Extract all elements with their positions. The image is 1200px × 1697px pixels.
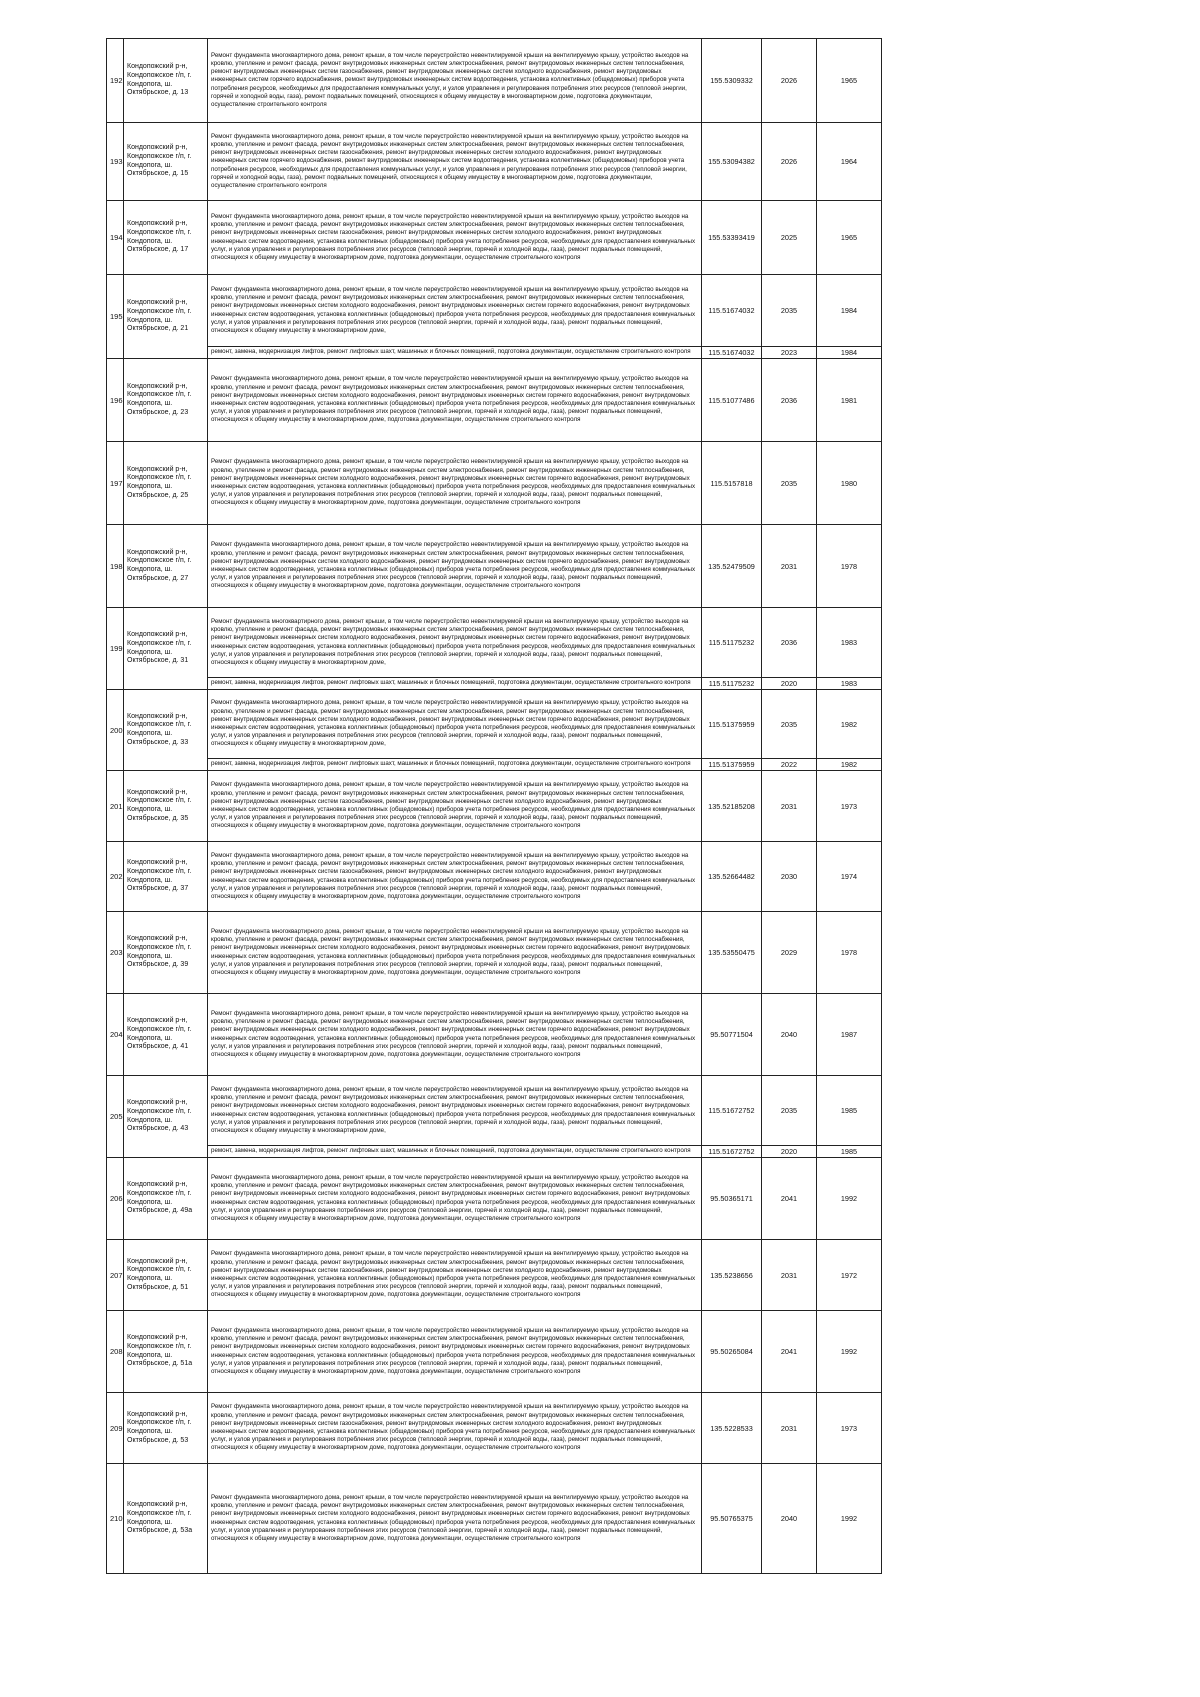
unit-cost: 135.5238656 xyxy=(702,1240,762,1311)
planned-year: 2026 xyxy=(762,39,817,123)
repair-works-description: Ремонт фундамента многоквартирного дома, ремонт крыши, в том числе переустройство невентилируемой крыши на вентилируемую крышу, устройство выходов на кровлю, утепление и ремонт фасада, ремонт внутридомовых инженерных систем электроснабжения, ремонт внутридомовых инженерных систем теплоснабжения, ремонт внутридомовых инженерных систем холодного водоснабжения, ремонт внутридомовых инженерных систем горячего водоснабжения, ремонт внутридомовых инженерных систем водоотведения, установка коллективных (общедомовых) приборов учета потребления ресурсов, необходимых для предоставления коммунальных услуг, и узлов управления и регулирования потребления этих ресурсов (тепловой энергии, горячей и холодной воды, газа), ремонт подвальных помещений, относящихся к общему имуществу в многоквартирном доме, подготовка документации, осуществление строительного контроля xyxy=(208,912,702,994)
unit-cost: 115.51672752 xyxy=(702,1146,762,1158)
row-number: 209 xyxy=(107,1393,124,1464)
house-address: Кондопожский р-н, Кондопожское г/п, г. Кондопога, ш. Октябрьское, д. 17 xyxy=(124,201,208,275)
repair-works-description: ремонт, замена, модернизация лифтов, ремонт лифтовых шахт, машинных и блочных помещений, подготовка документации, осуществление строительного контроля xyxy=(208,759,702,771)
repair-works-description: Ремонт фундамента многоквартирного дома, ремонт крыши, в том числе переустройство невентилируемой крыши на вентилируемую крышу, устройство выходов на кровлю, утепление и ремонт фасада, ремонт внутридомовых инженерных систем электроснабжения, ремонт внутридомовых инженерных систем теплоснабжения, ремонт внутридомовых инженерных систем газоснабжения, ремонт внутридомовых инженерных систем холодного водоснабжения, ремонт внутридомовых инженерных систем водоотведения, установка коллективных (общедомовых) приборов учета потребления ресурсов, необходимых для предоставления коммунальных услуг, и узлов управления и регулирования потребления этих ресурсов (тепловой энергии, горячей и холодной воды, газа), ремонт подвальных помещений, относящихся к общему имуществу в многоквартирном доме, подготовка документации, осуществление строительного контроля xyxy=(208,771,702,842)
unit-cost: 95.50771504 xyxy=(702,994,762,1076)
repair-works-description: Ремонт фундамента многоквартирного дома, ремонт крыши, в том числе переустройство невентилируемой крыши на вентилируемую крышу, устройство выходов на кровлю, утепление и ремонт фасада, ремонт внутридомовых инженерных систем электроснабжения, ремонт внутридомовых инженерных систем теплоснабжения, ремонт внутридомовых инженерных систем газоснабжения, ремонт внутридомовых инженерных систем холодного водоснабжения, ремонт внутридомовых инженерных систем водоотведения, установка коллективных (общедомовых) приборов учета потребления ресурсов, необходимых для предоставления коммунальных услуг, и узлов управления и регулирования потребления этих ресурсов (тепловой энергии, горячей и холодной воды, газа), ремонт подвальных помещений, относящихся к общему имуществу в многоквартирном доме, подготовка документации, осуществление строительного контроля xyxy=(208,1393,702,1464)
row-number: 192 xyxy=(107,39,124,123)
house-address: Кондопожский р-н, Кондопожское г/п, г. Кондопога, ш. Октябрьское, д. 51 xyxy=(124,1240,208,1311)
planned-year: 2022 xyxy=(762,759,817,771)
table-row xyxy=(107,442,882,525)
row-number: 199 xyxy=(107,608,124,690)
house-address: Кондопожский р-н, Кондопожское г/п, г. Кондопога, ш. Октябрьское, д. 35 xyxy=(124,771,208,842)
repair-works-description: Ремонт фундамента многоквартирного дома, ремонт крыши, в том числе переустройство невентилируемой крыши на вентилируемую крышу, устройство выходов на кровлю, утепление и ремонт фасада, ремонт внутридомовых инженерных систем электроснабжения, ремонт внутридомовых инженерных систем теплоснабжения, ремонт внутридомовых инженерных систем холодного водоснабжения, ремонт внутридомовых инженерных систем горячего водоснабжения, ремонт внутридомовых инженерных систем водоотведения, установка коллективных (общедомовых) приборов учета потребления ресурсов, необходимых для предоставления коммунальных услуг, и узлов управления и регулирования потребления этих ресурсов (тепловой энергии, горячей и холодной воды, газа), ремонт подвальных помещений, относящихся к общему имуществу в многоквартирном доме, xyxy=(208,1076,702,1146)
repair-works-description: Ремонт фундамента многоквартирного дома, ремонт крыши, в том числе переустройство невентилируемой крыши на вентилируемую крышу, устройство выходов на кровлю, утепление и ремонт фасада, ремонт внутридомовых инженерных систем электроснабжения, ремонт внутридомовых инженерных систем теплоснабжения, ремонт внутридомовых инженерных систем газоснабжения, ремонт внутридомовых инженерных систем холодного водоснабжения, ремонт внутридомовых инженерных систем горячего водоснабжения, ремонт внутридомовых инженерных систем водоотведения, установка коллективных (общедомовых) приборов учета потребления ресурсов, необходимых для предоставления коммунальных услуг, и узлов управления и регулирования потребления этих ресурсов (тепловой энергии, горячей и холодной воды, газа), ремонт подвальных помещений, относящихся к общему имуществу в многоквартирном доме, подготовка документации, осуществление строительного контроля xyxy=(208,123,702,201)
unit-cost: 95.50365171 xyxy=(702,1158,762,1240)
unit-cost: 135.52479509 xyxy=(702,525,762,608)
repair-works-description: Ремонт фундамента многоквартирного дома, ремонт крыши, в том числе переустройство невентилируемой крыши на вентилируемую крышу, устройство выходов на кровлю, утепление и ремонт фасада, ремонт внутридомовых инженерных систем электроснабжения, ремонт внутридомовых инженерных систем теплоснабжения, ремонт внутридомовых инженерных систем газоснабжения, ремонт внутридомовых инженерных систем холодного водоснабжения, ремонт внутридомовых инженерных систем водоотведения, установка коллективных (общедомовых) приборов учета потребления ресурсов, необходимых для предоставления коммунальных услуг, и узлов управления и регулирования потребления этих ресурсов (тепловой энергии, горячей и холодной воды, газа), ремонт подвальных помещений, относящихся к общему имуществу в многоквартирном доме, подготовка документации, осуществление строительного контроля xyxy=(208,842,702,912)
house-address: Кондопожский р-н, Кондопожское г/п, г. Кондопога, ш. Октябрьское, д. 31 xyxy=(124,608,208,690)
house-address: Кондопожский р-н, Кондопожское г/п, г. Кондопога, ш. Октябрьское, д. 41 xyxy=(124,994,208,1076)
construction-year: 1982 xyxy=(817,690,882,759)
construction-year: 1985 xyxy=(817,1146,882,1158)
unit-cost: 135.53550475 xyxy=(702,912,762,994)
repair-works-description: Ремонт фундамента многоквартирного дома, ремонт крыши, в том числе переустройство невентилируемой крыши на вентилируемую крышу, устройство выходов на кровлю, утепление и ремонт фасада, ремонт внутридомовых инженерных систем электроснабжения, ремонт внутридомовых инженерных систем теплоснабжения, ремонт внутридомовых инженерных систем холодного водоснабжения, ремонт внутридомовых инженерных систем горячего водоснабжения, ремонт внутридомовых инженерных систем водоотведения, установка коллективных (общедомовых) приборов учета потребления ресурсов, необходимых для предоставления коммунальных услуг, и узлов управления и регулирования потребления этих ресурсов (тепловой энергии, горячей и холодной воды, газа), ремонт подвальных помещений, относящихся к общему имуществу в многоквартирном доме, подготовка документации, осуществление строительного контроля xyxy=(208,1158,702,1240)
construction-year: 1985 xyxy=(817,1076,882,1146)
row-number: 197 xyxy=(107,442,124,525)
planned-year: 2041 xyxy=(762,1311,817,1393)
table-row xyxy=(107,1240,882,1311)
unit-cost: 115.51175232 xyxy=(702,608,762,678)
row-number: 206 xyxy=(107,1158,124,1240)
table-row xyxy=(107,1464,882,1574)
row-number: 200 xyxy=(107,690,124,771)
repair-works-description: Ремонт фундамента многоквартирного дома, ремонт крыши, в том числе переустройство невентилируемой крыши на вентилируемую крышу, устройство выходов на кровлю, утепление и ремонт фасада, ремонт внутридомовых инженерных систем электроснабжения, ремонт внутридомовых инженерных систем теплоснабжения, ремонт внутридомовых инженерных систем газоснабжения, ремонт внутридомовых инженерных систем холодного водоснабжения, ремонт внутридомовых инженерных систем водоотведения, установка коллективных (общедомовых) приборов учета потребления ресурсов, необходимых для предоставления коммунальных услуг, и узлов управления и регулирования потребления этих ресурсов (тепловой энергии, горячей и холодной воды, газа), ремонт подвальных помещений, относящихся к общему имуществу в многоквартирном доме, подготовка документации, осуществление строительного контроля xyxy=(208,1240,702,1311)
table-row xyxy=(107,842,882,912)
unit-cost: 115.5157818 xyxy=(702,442,762,525)
house-address: Кондопожский р-н, Кондопожское г/п, г. Кондопога, ш. Октябрьское, д. 49а xyxy=(124,1158,208,1240)
construction-year: 1965 xyxy=(817,201,882,275)
planned-year: 2040 xyxy=(762,994,817,1076)
repair-works-description: Ремонт фундамента многоквартирного дома, ремонт крыши, в том числе переустройство невентилируемой крыши на вентилируемую крышу, устройство выходов на кровлю, утепление и ремонт фасада, ремонт внутридомовых инженерных систем электроснабжения, ремонт внутридомовых инженерных систем теплоснабжения, ремонт внутридомовых инженерных систем холодного водоснабжения, ремонт внутридомовых инженерных систем горячего водоснабжения, ремонт внутридомовых инженерных систем водоотведения, установка коллективных (общедомовых) приборов учета потребления ресурсов, необходимых для предоставления коммунальных услуг, и узлов управления и регулирования потребления этих ресурсов (тепловой энергии, горячей и холодной воды, газа), ремонт подвальных помещений, относящихся к общему имуществу в многоквартирном доме, подготовка документации, осуществление строительного контроля xyxy=(208,359,702,442)
unit-cost: 115.51672752 xyxy=(702,1076,762,1146)
repair-works-description: Ремонт фундамента многоквартирного дома, ремонт крыши, в том числе переустройство невентилируемой крыши на вентилируемую крышу, устройство выходов на кровлю, утепление и ремонт фасада, ремонт внутридомовых инженерных систем электроснабжения, ремонт внутридомовых инженерных систем теплоснабжения, ремонт внутридомовых инженерных систем холодного водоснабжения, ремонт внутридомовых инженерных систем горячего водоснабжения, ремонт внутридомовых инженерных систем водоотведения, установка коллективных (общедомовых) приборов учета потребления ресурсов, необходимых для предоставления коммунальных услуг, и узлов управления и регулирования потребления этих ресурсов (тепловой энергии, горячей и холодной воды, газа), ремонт подвальных помещений, относящихся к общему имуществу в многоквартирном доме, подготовка документации, осуществление строительного контроля xyxy=(208,1464,702,1574)
construction-year: 1982 xyxy=(817,759,882,771)
house-address: Кондопожский р-н, Кондопожское г/п, г. Кондопога, ш. Октябрьское, д. 27 xyxy=(124,525,208,608)
unit-cost: 155.5309332 xyxy=(702,39,762,123)
unit-cost: 135.5228533 xyxy=(702,1393,762,1464)
planned-year: 2031 xyxy=(762,525,817,608)
table-row xyxy=(107,123,882,201)
construction-year: 1984 xyxy=(817,347,882,359)
table-row xyxy=(107,912,882,994)
repair-schedule-table xyxy=(106,38,882,1574)
planned-year: 2025 xyxy=(762,201,817,275)
row-number: 201 xyxy=(107,771,124,842)
row-number: 196 xyxy=(107,359,124,442)
unit-cost: 155.53393419 xyxy=(702,201,762,275)
table-row xyxy=(107,994,882,1076)
construction-year: 1978 xyxy=(817,912,882,994)
construction-year: 1974 xyxy=(817,842,882,912)
row-number: 207 xyxy=(107,1240,124,1311)
row-number: 203 xyxy=(107,912,124,994)
repair-works-description: ремонт, замена, модернизация лифтов, ремонт лифтовых шахт, машинных и блочных помещений, подготовка документации, осуществление строительного контроля xyxy=(208,347,702,359)
row-number: 208 xyxy=(107,1311,124,1393)
table-row xyxy=(107,1076,882,1146)
unit-cost: 115.51375959 xyxy=(702,759,762,771)
table-row xyxy=(107,275,882,347)
repair-works-description: Ремонт фундамента многоквартирного дома, ремонт крыши, в том числе переустройство невентилируемой крыши на вентилируемую крышу, устройство выходов на кровлю, утепление и ремонт фасада, ремонт внутридомовых инженерных систем электроснабжения, ремонт внутридомовых инженерных систем теплоснабжения, ремонт внутридомовых инженерных систем холодного водоснабжения, ремонт внутридомовых инженерных систем горячего водоснабжения, ремонт внутридомовых инженерных систем водоотведения, установка коллективных (общедомовых) приборов учета потребления ресурсов, необходимых для предоставления коммунальных услуг, и узлов управления и регулирования потребления этих ресурсов (тепловой энергии, горячей и холодной воды, газа), ремонт подвальных помещений, относящихся к общему имуществу в многоквартирном доме, подготовка документации, осуществление строительного контроля xyxy=(208,525,702,608)
repair-works-description: Ремонт фундамента многоквартирного дома, ремонт крыши, в том числе переустройство невентилируемой крыши на вентилируемую крышу, устройство выходов на кровлю, утепление и ремонт фасада, ремонт внутридомовых инженерных систем электроснабжения, ремонт внутридомовых инженерных систем теплоснабжения, ремонт внутридомовых инженерных систем холодного водоснабжения, ремонт внутридомовых инженерных систем горячего водоснабжения, ремонт внутридомовых инженерных систем водоотведения, установка коллективных (общедомовых) приборов учета потребления ресурсов, необходимых для предоставления коммунальных услуг, и узлов управления и регулирования потребления этих ресурсов (тепловой энергии, горячей и холодной воды, газа), ремонт подвальных помещений, относящихся к общему имуществу в многоквартирном доме, подготовка документации, осуществление строительного контроля xyxy=(208,442,702,525)
row-number: 195 xyxy=(107,275,124,359)
repair-works-description: Ремонт фундамента многоквартирного дома, ремонт крыши, в том числе переустройство невентилируемой крыши на вентилируемую крышу, устройство выходов на кровлю, утепление и ремонт фасада, ремонт внутридомовых инженерных систем электроснабжения, ремонт внутридомовых инженерных систем теплоснабжения, ремонт внутридомовых инженерных систем газоснабжения, ремонт внутридомовых инженерных систем холодного водоснабжения, ремонт внутридомовых инженерных систем горячего водоснабжения, ремонт внутридомовых инженерных систем водоотведения, установка коллективных (общедомовых) приборов учета потребления ресурсов, необходимых для предоставления коммунальных услуг, и узлов управления и регулирования потребления этих ресурсов (тепловой энергии, горячей и холодной воды, газа), ремонт подвальных помещений, относящихся к общему имуществу в многоквартирном доме, подготовка документации, осуществление строительного контроля xyxy=(208,39,702,123)
planned-year: 2035 xyxy=(762,1076,817,1146)
construction-year: 1992 xyxy=(817,1158,882,1240)
unit-cost: 115.51674032 xyxy=(702,275,762,347)
construction-year: 1983 xyxy=(817,678,882,690)
planned-year: 2036 xyxy=(762,608,817,678)
unit-cost: 135.52664482 xyxy=(702,842,762,912)
repair-works-description: Ремонт фундамента многоквартирного дома, ремонт крыши, в том числе переустройство невентилируемой крыши на вентилируемую крышу, устройство выходов на кровлю, утепление и ремонт фасада, ремонт внутридомовых инженерных систем электроснабжения, ремонт внутридомовых инженерных систем теплоснабжения, ремонт внутридомовых инженерных систем холодного водоснабжения, ремонт внутридомовых инженерных систем горячего водоснабжения, ремонт внутридомовых инженерных систем водоотведения, установка коллективных (общедомовых) приборов учета потребления ресурсов, необходимых для предоставления коммунальных услуг, и узлов управления и регулирования потребления этих ресурсов (тепловой энергии, горячей и холодной воды, газа), ремонт подвальных помещений, относящихся к общему имуществу в многоквартирном доме, подготовка документации, осуществление строительного контроля xyxy=(208,994,702,1076)
construction-year: 1992 xyxy=(817,1464,882,1574)
repair-works-description: Ремонт фундамента многоквартирного дома, ремонт крыши, в том числе переустройство невентилируемой крыши на вентилируемую крышу, устройство выходов на кровлю, утепление и ремонт фасада, ремонт внутридомовых инженерных систем электроснабжения, ремонт внутридомовых инженерных систем теплоснабжения, ремонт внутридомовых инженерных систем газоснабжения, ремонт внутридомовых инженерных систем холодного водоснабжения, ремонт внутридомовых инженерных систем водоотведения, установка коллективных (общедомовых) приборов учета потребления ресурсов, необходимых для предоставления коммунальных услуг, и узлов управления и регулирования потребления этих ресурсов (тепловой энергии, горячей и холодной воды, газа), ремонт подвальных помещений, относящихся к общему имуществу в многоквартирном доме, подготовка документации, осуществление строительного контроля xyxy=(208,201,702,275)
unit-cost: 115.51077486 xyxy=(702,359,762,442)
row-number: 210 xyxy=(107,1464,124,1574)
repair-works-description: ремонт, замена, модернизация лифтов, ремонт лифтовых шахт, машинных и блочных помещений, подготовка документации, осуществление строительного контроля xyxy=(208,678,702,690)
row-number: 194 xyxy=(107,201,124,275)
repair-works-description: Ремонт фундамента многоквартирного дома, ремонт крыши, в том числе переустройство невентилируемой крыши на вентилируемую крышу, устройство выходов на кровлю, утепление и ремонт фасада, ремонт внутридомовых инженерных систем электроснабжения, ремонт внутридомовых инженерных систем теплоснабжения, ремонт внутридомовых инженерных систем холодного водоснабжения, ремонт внутридомовых инженерных систем горячего водоснабжения, ремонт внутридомовых инженерных систем водоотведения, установка коллективных (общедомовых) приборов учета потребления ресурсов, необходимых для предоставления коммунальных услуг, и узлов управления и регулирования потребления этих ресурсов (тепловой энергии, горячей и холодной воды, газа), ремонт подвальных помещений, относящихся к общему имуществу в многоквартирном доме, подготовка документации, осуществление строительного контроля xyxy=(208,1311,702,1393)
house-address: Кондопожский р-н, Кондопожское г/п, г. Кондопога, ш. Октябрьское, д. 33 xyxy=(124,690,208,771)
construction-year: 1992 xyxy=(817,1311,882,1393)
house-address: Кондопожский р-н, Кондопожское г/п, г. Кондопога, ш. Октябрьское, д. 53а xyxy=(124,1464,208,1574)
unit-cost: 155.53094382 xyxy=(702,123,762,201)
row-number: 193 xyxy=(107,123,124,201)
planned-year: 2035 xyxy=(762,442,817,525)
planned-year: 2041 xyxy=(762,1158,817,1240)
table-body xyxy=(107,39,882,1574)
house-address: Кондопожский р-н, Кондопожское г/п, г. Кондопога, ш. Октябрьское, д. 21 xyxy=(124,275,208,359)
construction-year: 1973 xyxy=(817,771,882,842)
planned-year: 2031 xyxy=(762,1240,817,1311)
table-row xyxy=(107,771,882,842)
planned-year: 2026 xyxy=(762,123,817,201)
unit-cost: 115.51375959 xyxy=(702,690,762,759)
repair-works-description: Ремонт фундамента многоквартирного дома, ремонт крыши, в том числе переустройство невентилируемой крыши на вентилируемую крышу, устройство выходов на кровлю, утепление и ремонт фасада, ремонт внутридомовых инженерных систем электроснабжения, ремонт внутридомовых инженерных систем теплоснабжения, ремонт внутридомовых инженерных систем холодного водоснабжения, ремонт внутридомовых инженерных систем горячего водоснабжения, ремонт внутридомовых инженерных систем водоотведения, установка коллективных (общедомовых) приборов учета потребления ресурсов, необходимых для предоставления коммунальных услуг, и узлов управления и регулирования потребления этих ресурсов (тепловой энергии, горячей и холодной воды, газа), ремонт подвальных помещений, относящихся к общему имуществу в многоквартирном доме, xyxy=(208,608,702,678)
repair-works-description: Ремонт фундамента многоквартирного дома, ремонт крыши, в том числе переустройство невентилируемой крыши на вентилируемую крышу, устройство выходов на кровлю, утепление и ремонт фасада, ремонт внутридомовых инженерных систем электроснабжения, ремонт внутридомовых инженерных систем теплоснабжения, ремонт внутридомовых инженерных систем холодного водоснабжения, ремонт внутридомовых инженерных систем горячего водоснабжения, ремонт внутридомовых инженерных систем водоотведения, установка коллективных (общедомовых) приборов учета потребления ресурсов, необходимых для предоставления коммунальных услуг, и узлов управления и регулирования потребления этих ресурсов (тепловой энергии, горячей и холодной воды, газа), ремонт подвальных помещений, относящихся к общему имуществу в многоквартирном доме, xyxy=(208,275,702,347)
row-number: 204 xyxy=(107,994,124,1076)
planned-year: 2030 xyxy=(762,842,817,912)
row-number: 198 xyxy=(107,525,124,608)
planned-year: 2029 xyxy=(762,912,817,994)
table-row xyxy=(107,608,882,678)
construction-year: 1972 xyxy=(817,1240,882,1311)
construction-year: 1983 xyxy=(817,608,882,678)
house-address: Кондопожский р-н, Кондопожское г/п, г. Кондопога, ш. Октябрьское, д. 39 xyxy=(124,912,208,994)
planned-year: 2040 xyxy=(762,1464,817,1574)
unit-cost: 95.50765375 xyxy=(702,1464,762,1574)
construction-year: 1965 xyxy=(817,39,882,123)
house-address: Кондопожский р-н, Кондопожское г/п, г. Кондопога, ш. Октябрьское, д. 23 xyxy=(124,359,208,442)
table-row xyxy=(107,525,882,608)
table-row xyxy=(107,359,882,442)
table-row xyxy=(107,1146,882,1158)
construction-year: 1964 xyxy=(817,123,882,201)
planned-year: 2031 xyxy=(762,1393,817,1464)
row-number: 205 xyxy=(107,1076,124,1158)
house-address: Кондопожский р-н, Кондопожское г/п, г. Кондопога, ш. Октябрьское, д. 51а xyxy=(124,1311,208,1393)
construction-year: 1981 xyxy=(817,359,882,442)
house-address: Кондопожский р-н, Кондопожское г/п, г. Кондопога, ш. Октябрьское, д. 43 xyxy=(124,1076,208,1158)
table-row xyxy=(107,347,882,359)
construction-year: 1987 xyxy=(817,994,882,1076)
planned-year: 2020 xyxy=(762,678,817,690)
construction-year: 1973 xyxy=(817,1393,882,1464)
planned-year: 2035 xyxy=(762,690,817,759)
table-row xyxy=(107,1393,882,1464)
planned-year: 2036 xyxy=(762,359,817,442)
table-row xyxy=(107,39,882,123)
house-address: Кондопожский р-н, Кондопожское г/п, г. Кондопога, ш. Октябрьское, д. 53 xyxy=(124,1393,208,1464)
house-address: Кондопожский р-н, Кондопожское г/п, г. Кондопога, ш. Октябрьское, д. 13 xyxy=(124,39,208,123)
construction-year: 1980 xyxy=(817,442,882,525)
table-row xyxy=(107,201,882,275)
planned-year: 2020 xyxy=(762,1146,817,1158)
row-number: 202 xyxy=(107,842,124,912)
table-row xyxy=(107,690,882,759)
unit-cost: 115.51674032 xyxy=(702,347,762,359)
table-row xyxy=(107,1311,882,1393)
unit-cost: 135.52185208 xyxy=(702,771,762,842)
table-row xyxy=(107,759,882,771)
house-address: Кондопожский р-н, Кондопожское г/п, г. Кондопога, ш. Октябрьское, д. 25 xyxy=(124,442,208,525)
construction-year: 1984 xyxy=(817,275,882,347)
repair-works-description: Ремонт фундамента многоквартирного дома, ремонт крыши, в том числе переустройство невентилируемой крыши на вентилируемую крышу, устройство выходов на кровлю, утепление и ремонт фасада, ремонт внутридомовых инженерных систем электроснабжения, ремонт внутридомовых инженерных систем теплоснабжения, ремонт внутридомовых инженерных систем холодного водоснабжения, ремонт внутридомовых инженерных систем горячего водоснабжения, ремонт внутридомовых инженерных систем водоотведения, установка коллективных (общедомовых) приборов учета потребления ресурсов, необходимых для предоставления коммунальных услуг, и узлов управления и регулирования потребления этих ресурсов (тепловой энергии, горячей и холодной воды, газа), ремонт подвальных помещений, относящихся к общему имуществу в многоквартирном доме, xyxy=(208,690,702,759)
table-row xyxy=(107,678,882,690)
unit-cost: 95.50265084 xyxy=(702,1311,762,1393)
table-row xyxy=(107,1158,882,1240)
planned-year: 2035 xyxy=(762,275,817,347)
planned-year: 2023 xyxy=(762,347,817,359)
unit-cost: 115.51175232 xyxy=(702,678,762,690)
construction-year: 1978 xyxy=(817,525,882,608)
planned-year: 2031 xyxy=(762,771,817,842)
house-address: Кондопожский р-н, Кондопожское г/п, г. Кондопога, ш. Октябрьское, д. 37 xyxy=(124,842,208,912)
house-address: Кондопожский р-н, Кондопожское г/п, г. Кондопога, ш. Октябрьское, д. 15 xyxy=(124,123,208,201)
repair-works-description: ремонт, замена, модернизация лифтов, ремонт лифтовых шахт, машинных и блочных помещений, подготовка документации, осуществление строительного контроля xyxy=(208,1146,702,1158)
